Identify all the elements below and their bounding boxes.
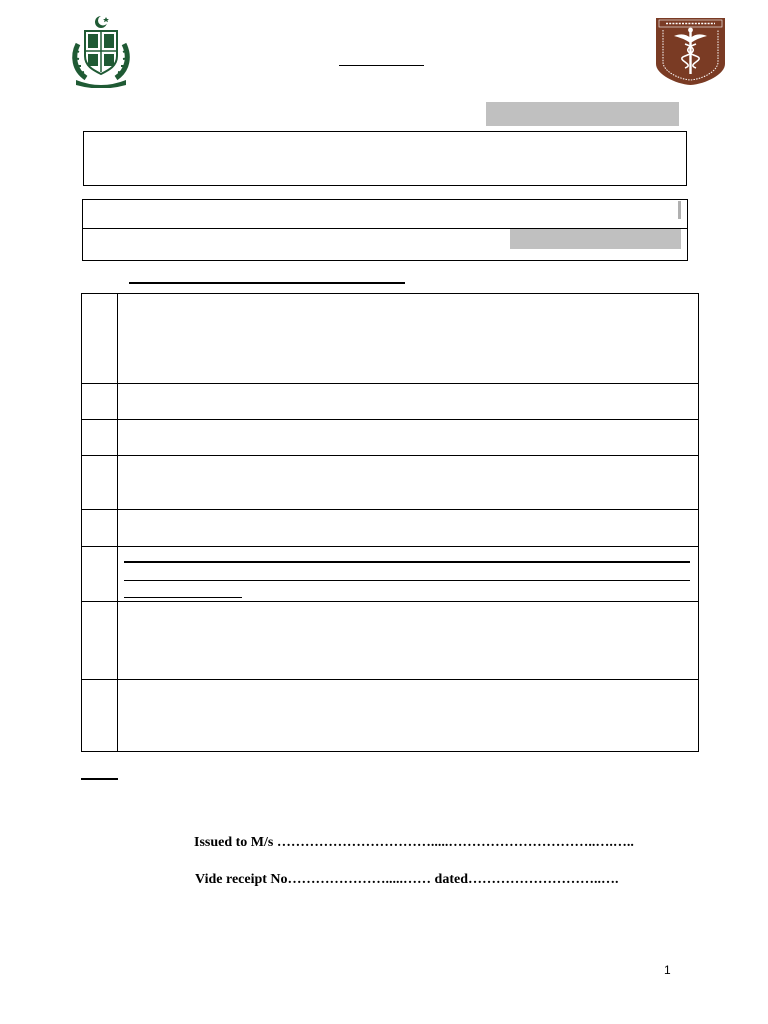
note-underline [81, 778, 118, 780]
header-info-box [83, 131, 687, 186]
section-heading-underline [129, 282, 405, 284]
polyclinic-caduceus-logo-icon [654, 16, 727, 86]
table-row-divider [82, 679, 698, 680]
text-cursor [678, 201, 681, 219]
fill-in-line [124, 580, 690, 581]
fill-in-line [124, 561, 690, 563]
issued-to-line: Issued to M/s …………………………….....…………………………..….….. [194, 835, 634, 850]
vide-receipt-line: Vide receipt No………………….....…… dated………………………..…. [195, 872, 619, 887]
table-row-divider [82, 546, 698, 547]
table-row-divider [82, 601, 698, 602]
tender-details-box [82, 199, 688, 261]
title-underline [339, 65, 424, 66]
page-number: 1 [664, 963, 671, 977]
date-field[interactable] [510, 229, 681, 249]
table-row-divider [82, 455, 698, 456]
reference-field[interactable] [486, 102, 679, 126]
serial-column-divider [117, 294, 118, 751]
table-row-divider [82, 383, 698, 384]
state-emblem-icon [68, 14, 134, 88]
instructions-table [81, 293, 699, 752]
table-row-divider [82, 419, 698, 420]
fill-in-line [124, 597, 242, 598]
table-row-divider [82, 509, 698, 510]
